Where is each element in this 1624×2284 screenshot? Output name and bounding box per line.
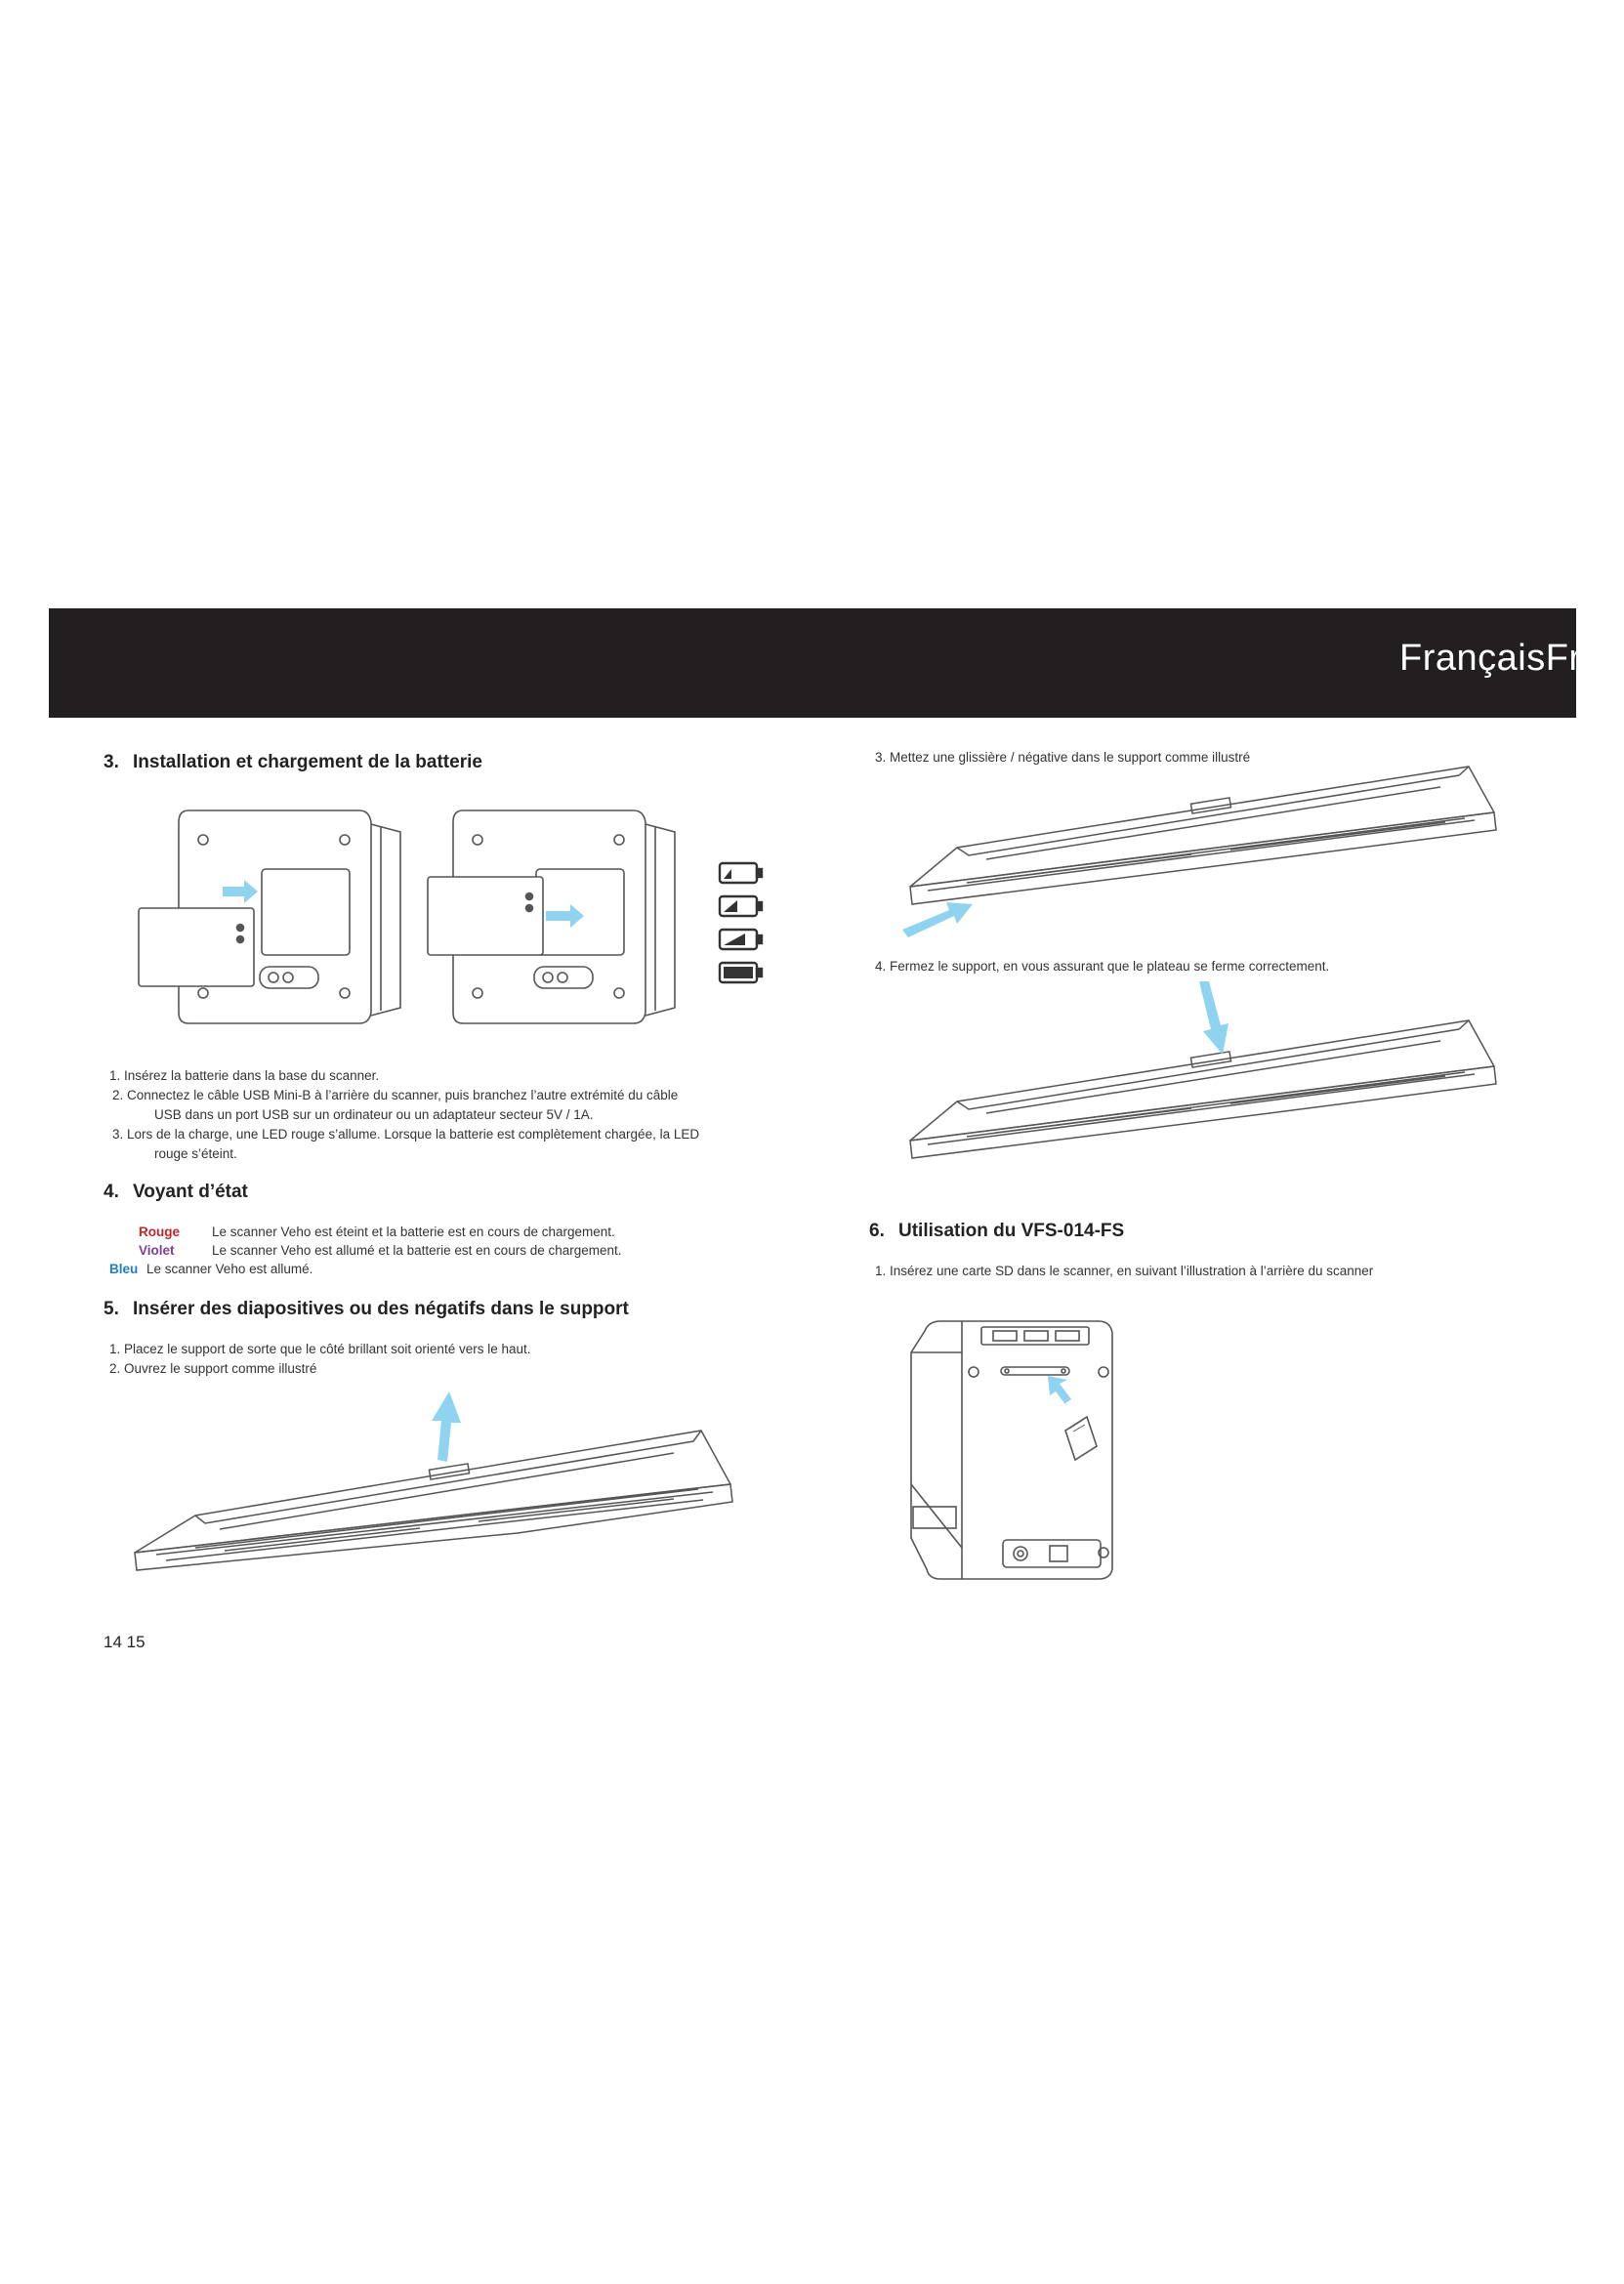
scanner-back-insert-icon (135, 803, 408, 1027)
film-holder-close-icon (898, 976, 1504, 1172)
section-5-heading: 5. Insérer des diapositives ou des négatifs dans le support (104, 1299, 629, 1319)
section-3-step-3: 3. Lors de la charge, une LED rouge s’allume. Lorsque la batterie est complètement chargée, la LED (112, 1127, 700, 1142)
section-4-heading: 4. Voyant d’état (104, 1182, 248, 1202)
language-label: FrançaisFran (1399, 638, 1624, 679)
status-text-blue: Le scanner Veho est allumé. (146, 1262, 313, 1276)
status-row-red (139, 1225, 615, 1239)
status-text-red: Le scanner Veho est éteint et la batterie est en cours de chargement. (212, 1225, 615, 1239)
film-holder-open-icon (127, 1387, 742, 1587)
section-3-step-2: 2. Connectez le câble USB Mini-B à l’arrière du scanner, puis branchez l’autre extrémité du câble (112, 1088, 679, 1102)
section-3-step-1: 1. Insérez la batterie dans la base du scanner. (109, 1068, 380, 1083)
status-text-violet: Le scanner Veho est allumé et la batterie est en cours de chargement. (212, 1243, 622, 1258)
status-label-blue: Bleu (109, 1262, 139, 1276)
page-numbers: 14 15 (104, 1633, 146, 1651)
language-banner (49, 608, 1624, 718)
section-6-step-1: 1. Insérez une carte SD dans le scanner, en suivant l’illustration à l’arrière du scanner (875, 1264, 1374, 1278)
scanner-back-slide-icon (424, 803, 697, 1027)
section-3-step-2-cont: USB dans un port USB sur un ordinateur ou un adaptateur secteur 5V / 1A. (154, 1107, 594, 1122)
section-6-heading: 6. Utilisation du VFS-014-FS (869, 1221, 1125, 1241)
section-5-step-2: 2. Ouvrez le support comme illustré (109, 1361, 317, 1376)
scanner-sd-card-icon (903, 1313, 1128, 1587)
right-step-4: 4. Fermez le support, en vous assurant que le plateau se ferme correctement. (875, 959, 1330, 974)
status-row-violet (139, 1243, 622, 1258)
section-5-step-1: 1. Placez le support de sorte que le côté brillant soit orienté vers le haut. (109, 1342, 531, 1356)
film-holder-insert-icon (898, 762, 1504, 967)
section-3-step-3-cont: rouge s’éteint. (154, 1146, 237, 1161)
status-label-violet: Violet (139, 1243, 175, 1258)
battery-level-icon (718, 859, 767, 991)
status-row-blue (109, 1262, 312, 1276)
section-3-heading: 3. Installation et chargement de la batterie (104, 752, 482, 772)
status-label-red: Rouge (139, 1225, 180, 1239)
right-step-3: 3. Mettez une glissière / négative dans le support comme illustré (875, 750, 1251, 765)
